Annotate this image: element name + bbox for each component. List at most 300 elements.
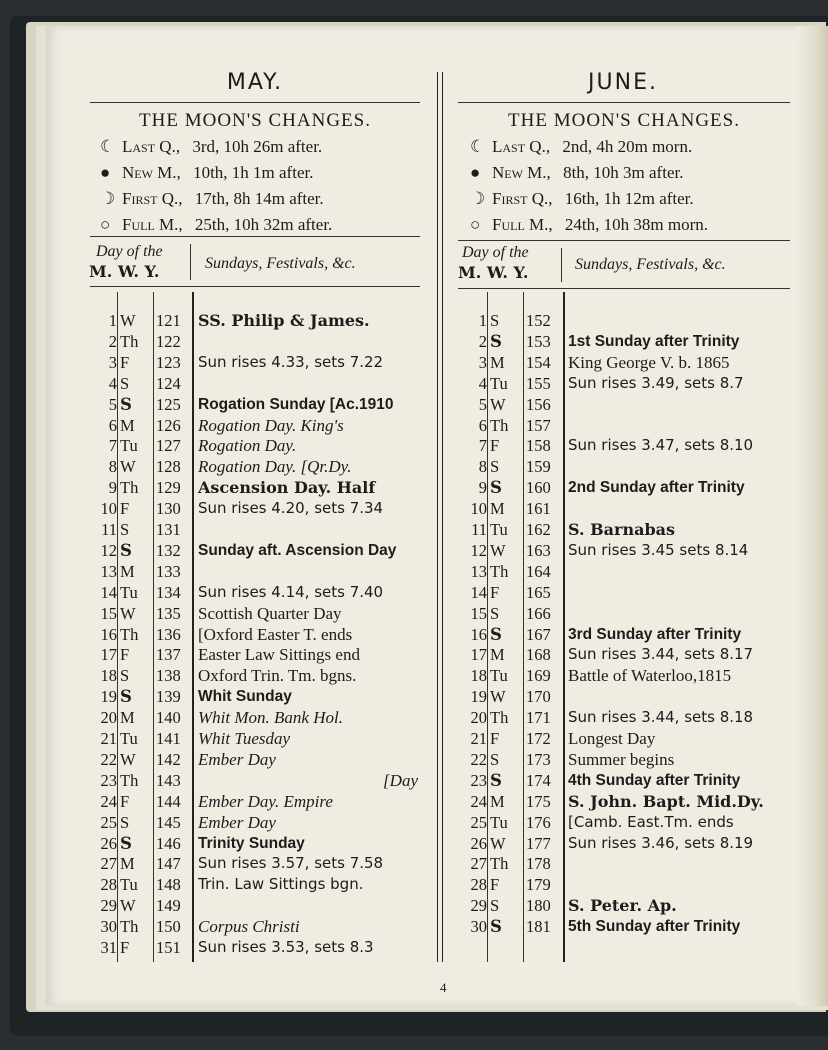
- day-of-year: 151: [156, 938, 181, 957]
- day-of-year: 121: [156, 311, 181, 330]
- day-of-week: Tu: [120, 582, 138, 602]
- day-of-week: W: [490, 833, 506, 853]
- day-of-year: 145: [156, 812, 181, 832]
- day-of-year: 146: [156, 833, 181, 853]
- day-of-year: 162: [526, 520, 551, 539]
- day-of-month: 17: [100, 645, 117, 665]
- day-row: [0, 624, 828, 645]
- may-title: MAY.: [226, 70, 284, 95]
- day-event: Scottish Quarter Day: [198, 603, 342, 623]
- day-of-week: W: [120, 896, 136, 916]
- day-of-week: Tu: [490, 812, 508, 832]
- day-of-month: 24: [470, 791, 487, 811]
- day-event: Whit Tuesday: [198, 729, 291, 748]
- day-row: [0, 853, 828, 874]
- day-of-year: 136: [156, 624, 181, 644]
- day-of-week: F: [490, 875, 500, 895]
- day-of-week: Th: [120, 917, 139, 937]
- day-event: Sun rises 4.20, sets 7.34: [198, 499, 384, 518]
- moon-phase-icon: ●: [470, 163, 481, 182]
- day-of-month: 13: [470, 561, 487, 581]
- day-of-year: 159: [526, 457, 551, 477]
- day-event: Sun rises 3.57, sets 7.58: [198, 854, 384, 873]
- day-of-year: 172: [526, 729, 551, 748]
- day-event: 5th Sunday after Trinity: [568, 918, 741, 936]
- day-of-year: 164: [526, 561, 551, 581]
- day-of-week: W: [120, 603, 136, 623]
- moon-phase-time: 10th, 1h 1m after.: [188, 163, 314, 182]
- day-of-month: 16: [100, 624, 117, 644]
- day-of-month: 26: [470, 833, 487, 853]
- day-event: Ember Day: [198, 812, 276, 832]
- day-of-month: 8: [108, 457, 117, 477]
- day-of-year: 147: [156, 854, 181, 874]
- moon-phase-icon: ☾: [470, 137, 486, 156]
- day-event: Whit Mon. Bank Hol.: [198, 708, 343, 728]
- day-event: Sun rises 3.44, sets 8.18: [568, 708, 754, 727]
- moon-change-row: [100, 137, 322, 157]
- day-of-week: Th: [490, 708, 509, 728]
- day-of-month: 6: [478, 415, 487, 435]
- day-of-month: 19: [100, 687, 117, 707]
- day-of-month: 1: [108, 311, 117, 330]
- day-event: Trin. Law Sittings bgn.: [198, 875, 364, 894]
- day-of-year: 165: [526, 582, 551, 602]
- day-of-week: Th: [120, 624, 139, 644]
- day-of-week: F: [120, 352, 130, 372]
- day-of-month: 14: [470, 582, 487, 602]
- day-of-year: 132: [156, 540, 181, 560]
- day-of-week: F: [120, 499, 130, 519]
- day-of-week: F: [120, 791, 130, 811]
- day-of-year: 169: [526, 666, 551, 686]
- day-of-week: Tu: [120, 875, 138, 895]
- day-event: Rogation Day. King's: [198, 415, 344, 435]
- day-row: [0, 665, 828, 686]
- day-row: [0, 770, 828, 791]
- moon-change-row: [470, 163, 683, 183]
- day-row: [0, 415, 828, 436]
- day-of-month: 27: [100, 854, 117, 874]
- day-of-year: 177: [526, 833, 551, 853]
- day-of-year: 150: [156, 917, 181, 937]
- day-of-week: Tu: [490, 520, 508, 539]
- day-of-month: 7: [108, 436, 117, 456]
- day-of-month: 22: [470, 749, 487, 769]
- day-of-year: 153: [526, 331, 551, 351]
- day-of-month: 24: [100, 791, 117, 811]
- day-of-month: 13: [100, 561, 117, 581]
- may-day-of-the-heading: Day of the: [96, 243, 163, 260]
- day-event: Sun rises 3.45 sets 8.14: [568, 540, 749, 559]
- day-of-year: 129: [156, 478, 181, 498]
- day-of-week: M: [120, 708, 135, 728]
- moon-phase-time: 3rd, 10h 26m after.: [188, 137, 323, 156]
- moon-phase-label: New M.,: [492, 163, 551, 182]
- day-event: Sun rises 3.53, sets 8.3: [198, 938, 374, 956]
- day-event: Rogation Day.: [198, 436, 297, 456]
- may-moon-title: THE MOON'S CHANGES.: [139, 110, 371, 131]
- moon-phase-icon: ○: [470, 215, 481, 234]
- day-of-week: S: [490, 896, 500, 916]
- day-of-month: 10: [100, 499, 117, 519]
- day-of-month: 28: [470, 875, 487, 895]
- day-of-week: S: [490, 331, 502, 351]
- day-of-year: 131: [156, 520, 181, 539]
- day-of-month: 20: [470, 708, 487, 728]
- day-event: S. John. Bapt. Mid.Dy.: [568, 791, 764, 811]
- day-of-year: 173: [526, 749, 551, 769]
- day-row: [0, 456, 828, 477]
- day-of-week: M: [120, 561, 135, 581]
- day-event: [Oxford Easter T. ends: [198, 624, 353, 644]
- moon-phase-label: First Q.,: [122, 189, 183, 208]
- moon-change-row: [100, 215, 332, 235]
- moon-change-row: [100, 163, 313, 183]
- day-of-year: 137: [156, 645, 181, 665]
- day-event: Easter Law Sittings end: [198, 645, 360, 665]
- day-row: [0, 686, 828, 707]
- day-of-week: S: [120, 373, 130, 393]
- day-of-year: 135: [156, 603, 181, 623]
- day-of-year: 170: [526, 687, 551, 707]
- day-of-month: 25: [100, 812, 117, 832]
- day-of-week: S: [490, 749, 500, 769]
- day-of-week: F: [490, 729, 500, 748]
- day-of-month: 19: [470, 687, 487, 707]
- day-of-year: 125: [156, 394, 181, 414]
- day-of-year: 130: [156, 499, 181, 519]
- day-event: Rogation Sunday [Ac.1910: [198, 395, 394, 413]
- day-of-year: 134: [156, 582, 181, 602]
- moon-change-row: [470, 137, 692, 157]
- day-of-week: S: [120, 666, 130, 686]
- day-of-week: F: [490, 582, 500, 602]
- day-row: [0, 331, 828, 352]
- day-of-month: 29: [100, 896, 117, 916]
- june-mwy-heading: M. W. Y.: [458, 263, 529, 282]
- day-of-week: S: [120, 833, 132, 853]
- day-of-year: 123: [156, 352, 181, 372]
- day-of-year: 168: [526, 645, 551, 665]
- day-of-year: 122: [156, 331, 181, 351]
- day-of-week: M: [490, 352, 505, 372]
- day-row: [0, 603, 828, 624]
- day-event: Corpus Christi: [198, 917, 300, 937]
- day-of-week: M: [120, 415, 135, 435]
- day-row: [0, 519, 828, 540]
- moon-phase-label: Full M.,: [492, 215, 553, 234]
- day-row: [0, 352, 828, 373]
- day-event: Longest Day: [568, 729, 656, 748]
- moon-phase-label: New M.,: [122, 163, 181, 182]
- day-event: Trinity Sunday: [198, 834, 305, 852]
- day-of-month: 4: [108, 373, 117, 393]
- day-of-month: 26: [100, 833, 117, 853]
- day-event: Whit Sunday: [198, 688, 292, 706]
- moon-phase-time: 2nd, 4h 20m morn.: [558, 137, 693, 156]
- day-row: [0, 874, 828, 895]
- day-of-month: 1: [478, 311, 487, 330]
- day-of-week: S: [490, 478, 502, 498]
- day-of-month: 22: [100, 749, 117, 769]
- day-of-month: 3: [478, 352, 487, 372]
- day-of-week: M: [490, 499, 505, 519]
- day-of-month: 18: [470, 666, 487, 686]
- day-of-year: 124: [156, 373, 181, 393]
- day-of-week: W: [120, 749, 136, 769]
- day-of-week: S: [490, 311, 500, 330]
- header-divider: [561, 248, 562, 282]
- day-of-month: 30: [470, 917, 487, 937]
- day-of-month: 27: [470, 854, 487, 874]
- day-of-week: S: [120, 394, 132, 414]
- day-of-year: 154: [526, 352, 551, 372]
- day-of-month: 21: [470, 729, 487, 748]
- day-of-year: 127: [156, 436, 181, 456]
- day-of-month: 23: [100, 770, 117, 790]
- day-of-week: W: [120, 457, 136, 477]
- day-of-month: 28: [100, 875, 117, 895]
- day-of-week: Th: [490, 415, 509, 435]
- day-event: 1st Sunday after Trinity: [568, 332, 740, 350]
- day-row: [0, 498, 828, 519]
- day-of-month: 2: [108, 331, 117, 351]
- day-row: [0, 394, 828, 415]
- moon-phase-time: 24th, 10h 38m morn.: [560, 215, 708, 234]
- day-event: 2nd Sunday after Trinity: [568, 479, 745, 497]
- day-of-year: 157: [526, 415, 551, 435]
- day-of-week: Th: [120, 770, 139, 790]
- day-of-week: S: [490, 457, 500, 477]
- day-event: S. Barnabas: [568, 520, 676, 539]
- day-event: Summer begins: [568, 749, 675, 769]
- day-row: [0, 833, 828, 854]
- day-of-week: S: [120, 520, 130, 539]
- day-of-month: 23: [470, 770, 487, 790]
- day-of-month: 6: [108, 415, 117, 435]
- day-of-year: 160: [526, 478, 551, 498]
- june-title: JUNE.: [588, 70, 658, 95]
- june-sundays-heading: Sundays, Festivals, &c.: [575, 256, 726, 273]
- day-of-month: 11: [471, 520, 487, 539]
- moon-phase-label: Full M.,: [122, 215, 183, 234]
- day-event: Ascension Day. Half: [198, 478, 376, 498]
- day-of-week: Tu: [120, 436, 138, 456]
- day-of-week: W: [120, 311, 136, 330]
- moon-change-row: [470, 189, 694, 209]
- moon-phase-icon: ○: [100, 215, 111, 234]
- day-event: Sunday aft. Ascension Day: [198, 541, 397, 559]
- day-of-week: S: [490, 603, 500, 623]
- day-of-year: 133: [156, 561, 181, 581]
- day-of-year: 139: [156, 687, 181, 707]
- day-row: [0, 812, 828, 833]
- day-of-week: Th: [490, 561, 509, 581]
- day-of-week: S: [490, 624, 502, 644]
- day-of-year: 126: [156, 415, 181, 435]
- day-row: [0, 791, 828, 812]
- moon-phase-label: Last Q.,: [122, 137, 181, 156]
- day-of-month: 5: [108, 394, 117, 414]
- moon-phase-time: 17th, 8h 14m after.: [190, 189, 324, 208]
- page-number: 4: [440, 980, 447, 995]
- day-of-year: 143: [156, 770, 181, 790]
- day-of-year: 167: [526, 624, 551, 644]
- day-of-year: 166: [526, 603, 551, 623]
- divider: [90, 286, 420, 287]
- day-of-month: 8: [478, 457, 487, 477]
- day-of-week: S: [490, 770, 502, 790]
- day-of-week: F: [120, 645, 130, 665]
- day-event: Oxford Trin. Tm. bgns.: [198, 666, 357, 686]
- day-of-year: 176: [526, 812, 551, 832]
- day-event: [Camb. East.Tm. ends: [568, 812, 734, 831]
- day-row: [0, 477, 828, 498]
- day-of-year: 175: [526, 791, 551, 811]
- day-event: 4th Sunday after Trinity: [568, 771, 741, 789]
- day-of-week: Tu: [490, 373, 508, 393]
- day-of-month: 16: [470, 624, 487, 644]
- moon-phase-label: Last Q.,: [492, 137, 551, 156]
- day-of-week: Tu: [120, 729, 138, 748]
- day-of-year: 142: [156, 749, 181, 769]
- moon-phase-time: 8th, 10h 3m after.: [558, 163, 684, 182]
- day-row: [0, 582, 828, 603]
- day-of-year: 155: [526, 373, 551, 393]
- day-event: Sun rises 3.46, sets 8.19: [568, 833, 754, 852]
- may-sundays-heading: Sundays, Festivals, &c.: [205, 255, 356, 272]
- day-of-month: 15: [100, 603, 117, 623]
- moon-change-row: [100, 189, 324, 209]
- moon-phase-icon: ☽: [470, 189, 486, 208]
- day-of-year: 178: [526, 854, 551, 874]
- day-of-year: 179: [526, 875, 551, 895]
- day-of-year: 148: [156, 875, 181, 895]
- day-of-month: 3: [108, 352, 117, 372]
- day-of-month: 11: [101, 520, 117, 539]
- moon-phase-time: 16th, 1h 12m after.: [560, 189, 694, 208]
- day-of-month: 29: [470, 896, 487, 916]
- divider: [458, 240, 790, 241]
- day-event: King George V. b. 1865: [568, 352, 730, 372]
- day-of-year: 163: [526, 540, 551, 560]
- day-of-week: W: [490, 687, 506, 707]
- day-of-month: 12: [100, 540, 117, 560]
- day-of-week: S: [120, 687, 132, 707]
- day-of-week: M: [490, 645, 505, 665]
- day-row: [0, 373, 828, 394]
- moon-change-row: [470, 215, 708, 235]
- day-of-week: M: [120, 854, 135, 874]
- day-event: 3rd Sunday after Trinity: [568, 625, 742, 643]
- day-event: Sun rises 3.44, sets 8.17: [568, 645, 754, 664]
- day-of-month: 5: [478, 394, 487, 414]
- day-of-week: F: [490, 436, 500, 456]
- day-of-week: W: [490, 540, 506, 560]
- day-row: [0, 937, 828, 958]
- day-row: [0, 895, 828, 916]
- day-of-month: 15: [470, 603, 487, 623]
- day-of-week: F: [120, 938, 130, 957]
- day-of-year: 158: [526, 436, 551, 456]
- day-event: Sun rises 3.47, sets 8.10: [568, 436, 754, 455]
- day-event: S. Peter. Ap.: [568, 896, 677, 916]
- day-event: Battle of Waterloo,1815: [568, 666, 732, 686]
- day-row: [0, 310, 828, 331]
- day-of-week: W: [490, 394, 506, 414]
- day-of-month: 4: [478, 373, 487, 393]
- day-row: [0, 916, 828, 937]
- day-of-month: 17: [470, 645, 487, 665]
- day-of-year: 174: [526, 770, 551, 790]
- day-of-month: 21: [100, 729, 117, 748]
- divider: [90, 236, 420, 237]
- day-of-month: 2: [478, 331, 487, 351]
- header-divider: [190, 244, 191, 280]
- day-event: Sun rises 4.14, sets 7.40: [198, 582, 384, 601]
- day-of-year: 171: [526, 708, 551, 728]
- day-event: Sun rises 3.49, sets 8.7: [568, 373, 744, 392]
- day-of-month: 10: [470, 499, 487, 519]
- day-event: [Day: [383, 770, 418, 790]
- day-of-week: Th: [120, 331, 139, 351]
- day-of-year: 128: [156, 457, 181, 477]
- day-event: Ember Day. Empire: [198, 791, 333, 811]
- day-of-week: S: [490, 917, 502, 937]
- day-row: [0, 644, 828, 665]
- day-of-week: M: [490, 791, 505, 811]
- june-moon-title: THE MOON'S CHANGES.: [508, 110, 740, 131]
- day-of-month: 18: [100, 666, 117, 686]
- day-row: [0, 707, 828, 728]
- day-of-month: 9: [108, 478, 117, 498]
- day-of-year: 156: [526, 394, 551, 414]
- day-of-month: 31: [100, 938, 117, 957]
- day-row: [0, 435, 828, 456]
- may-mwy-heading: M. W. Y.: [89, 262, 160, 281]
- day-of-year: 149: [156, 896, 181, 916]
- divider: [458, 288, 790, 289]
- day-of-week: S: [120, 540, 132, 560]
- day-row: [0, 728, 828, 749]
- day-of-week: Tu: [490, 666, 508, 686]
- day-of-month: 30: [100, 917, 117, 937]
- day-of-year: 140: [156, 708, 181, 728]
- june-day-of-the-heading: Day of the: [462, 244, 529, 261]
- divider: [458, 102, 790, 103]
- day-of-year: 141: [156, 729, 181, 748]
- day-event: Ember Day: [198, 749, 276, 769]
- day-of-month: 25: [470, 812, 487, 832]
- moon-phase-icon: ●: [100, 163, 111, 182]
- moon-phase-label: First Q.,: [492, 189, 553, 208]
- day-of-year: 152: [526, 311, 551, 330]
- day-of-week: S: [120, 812, 130, 832]
- day-of-month: 9: [478, 478, 487, 498]
- day-row: [0, 749, 828, 770]
- moon-phase-time: 25th, 10h 32m after.: [190, 215, 333, 234]
- day-row: [0, 561, 828, 582]
- day-of-year: 138: [156, 666, 181, 686]
- day-event: SS. Philip & James.: [198, 311, 370, 330]
- moon-phase-icon: ☽: [100, 189, 116, 208]
- day-of-year: 181: [526, 917, 551, 937]
- day-of-month: 14: [100, 582, 117, 602]
- day-of-week: Th: [490, 854, 509, 874]
- divider: [90, 102, 420, 103]
- day-row: [0, 540, 828, 561]
